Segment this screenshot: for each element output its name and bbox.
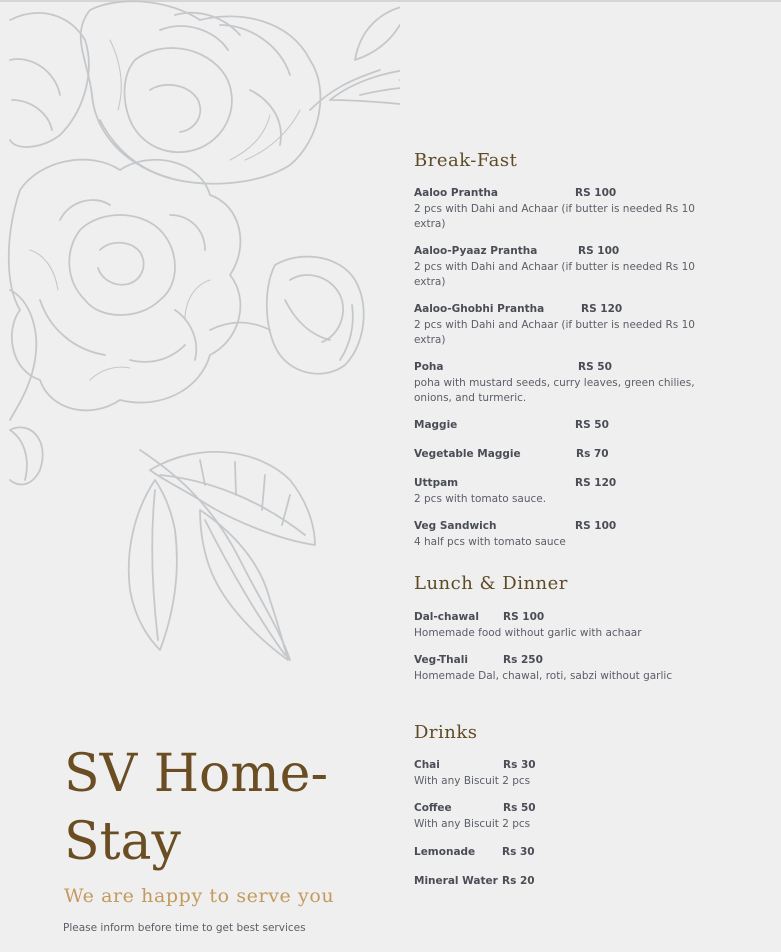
menu-item <box>414 245 709 290</box>
item-name: Dal-chawal <box>414 611 479 623</box>
item-name: Aaloo Prantha <box>414 187 498 199</box>
item-price: Rs 30 <box>502 846 535 858</box>
brand-title: SV Home-Stay <box>64 744 329 872</box>
item-description: 2 pcs with Dahi and Achaar (if butter is needed Rs 10 extra) <box>414 203 695 230</box>
menu-item <box>414 875 709 890</box>
item-price: RS 120 <box>575 477 617 489</box>
item-name: Uttpam <box>414 477 459 489</box>
item-price: RS 50 <box>578 361 612 373</box>
item-name: Maggie <box>414 419 458 431</box>
item-description: 2 pcs with Dahi and Achaar (if butter is needed Rs 10 extra) <box>414 319 695 346</box>
item-name: Poha <box>414 361 444 373</box>
item-name: Vegetable Maggie <box>414 448 521 460</box>
item-price: RS 100 <box>575 187 617 199</box>
menu-item <box>414 611 709 641</box>
peony-flower-illustration <box>0 0 400 670</box>
item-name: Chai <box>414 759 440 771</box>
item-price: Rs 250 <box>503 654 543 666</box>
item-name: Veg-Thali <box>414 654 468 666</box>
item-price: Rs 20 <box>502 875 535 887</box>
item-price: Rs 30 <box>503 759 536 771</box>
item-name: Coffee <box>414 802 452 814</box>
menu-item <box>414 846 709 861</box>
item-description: Homemade food without garlic with achaar <box>414 627 642 639</box>
item-price: RS 120 <box>581 303 623 315</box>
item-description: 2 pcs with tomato sauce. <box>414 493 547 505</box>
menu-item <box>414 187 709 232</box>
lunch-dinner-heading: Lunch & Dinner <box>414 573 568 594</box>
menu-item <box>414 654 709 684</box>
item-price: RS 100 <box>578 245 620 257</box>
item-name: Veg Sandwich <box>414 520 497 532</box>
item-name: Aaloo-Ghobhi Prantha <box>414 303 545 315</box>
menu-item <box>414 759 709 789</box>
menu-item <box>414 419 709 434</box>
item-price: RS 50 <box>575 419 609 431</box>
brand-tagline: We are happy to serve you <box>64 885 335 907</box>
item-name: Lemonade <box>414 846 476 858</box>
item-description: With any Biscuit 2 pcs <box>414 818 531 830</box>
item-price: Rs 50 <box>503 802 536 814</box>
menu-item <box>414 520 709 550</box>
menu-item <box>414 361 709 406</box>
item-price: Rs 70 <box>576 448 609 460</box>
item-description: Homemade Dal, chawal, roti, sabzi without garlic <box>414 670 673 682</box>
menu-item <box>414 477 709 507</box>
item-name: Mineral Water <box>414 875 498 887</box>
drinks-heading: Drinks <box>414 722 478 743</box>
breakfast-heading: Break-Fast <box>414 150 518 171</box>
menu-item <box>414 448 709 463</box>
item-description: 2 pcs with Dahi and Achaar (if butter is needed Rs 10 extra) <box>414 261 695 288</box>
item-description: 4 half pcs with tomato sauce <box>414 536 566 548</box>
item-name: Aaloo-Pyaaz Prantha <box>414 245 538 257</box>
item-description: poha with mustard seeds, curry leaves, green chilies, onions, and turmeric. <box>414 377 695 404</box>
menu-item <box>414 802 709 832</box>
item-price: RS 100 <box>503 611 545 623</box>
item-price: RS 100 <box>575 520 617 532</box>
item-description: With any Biscuit 2 pcs <box>414 775 531 787</box>
brand-note: Please inform before time to get best services <box>63 922 306 934</box>
menu-item <box>414 303 709 348</box>
